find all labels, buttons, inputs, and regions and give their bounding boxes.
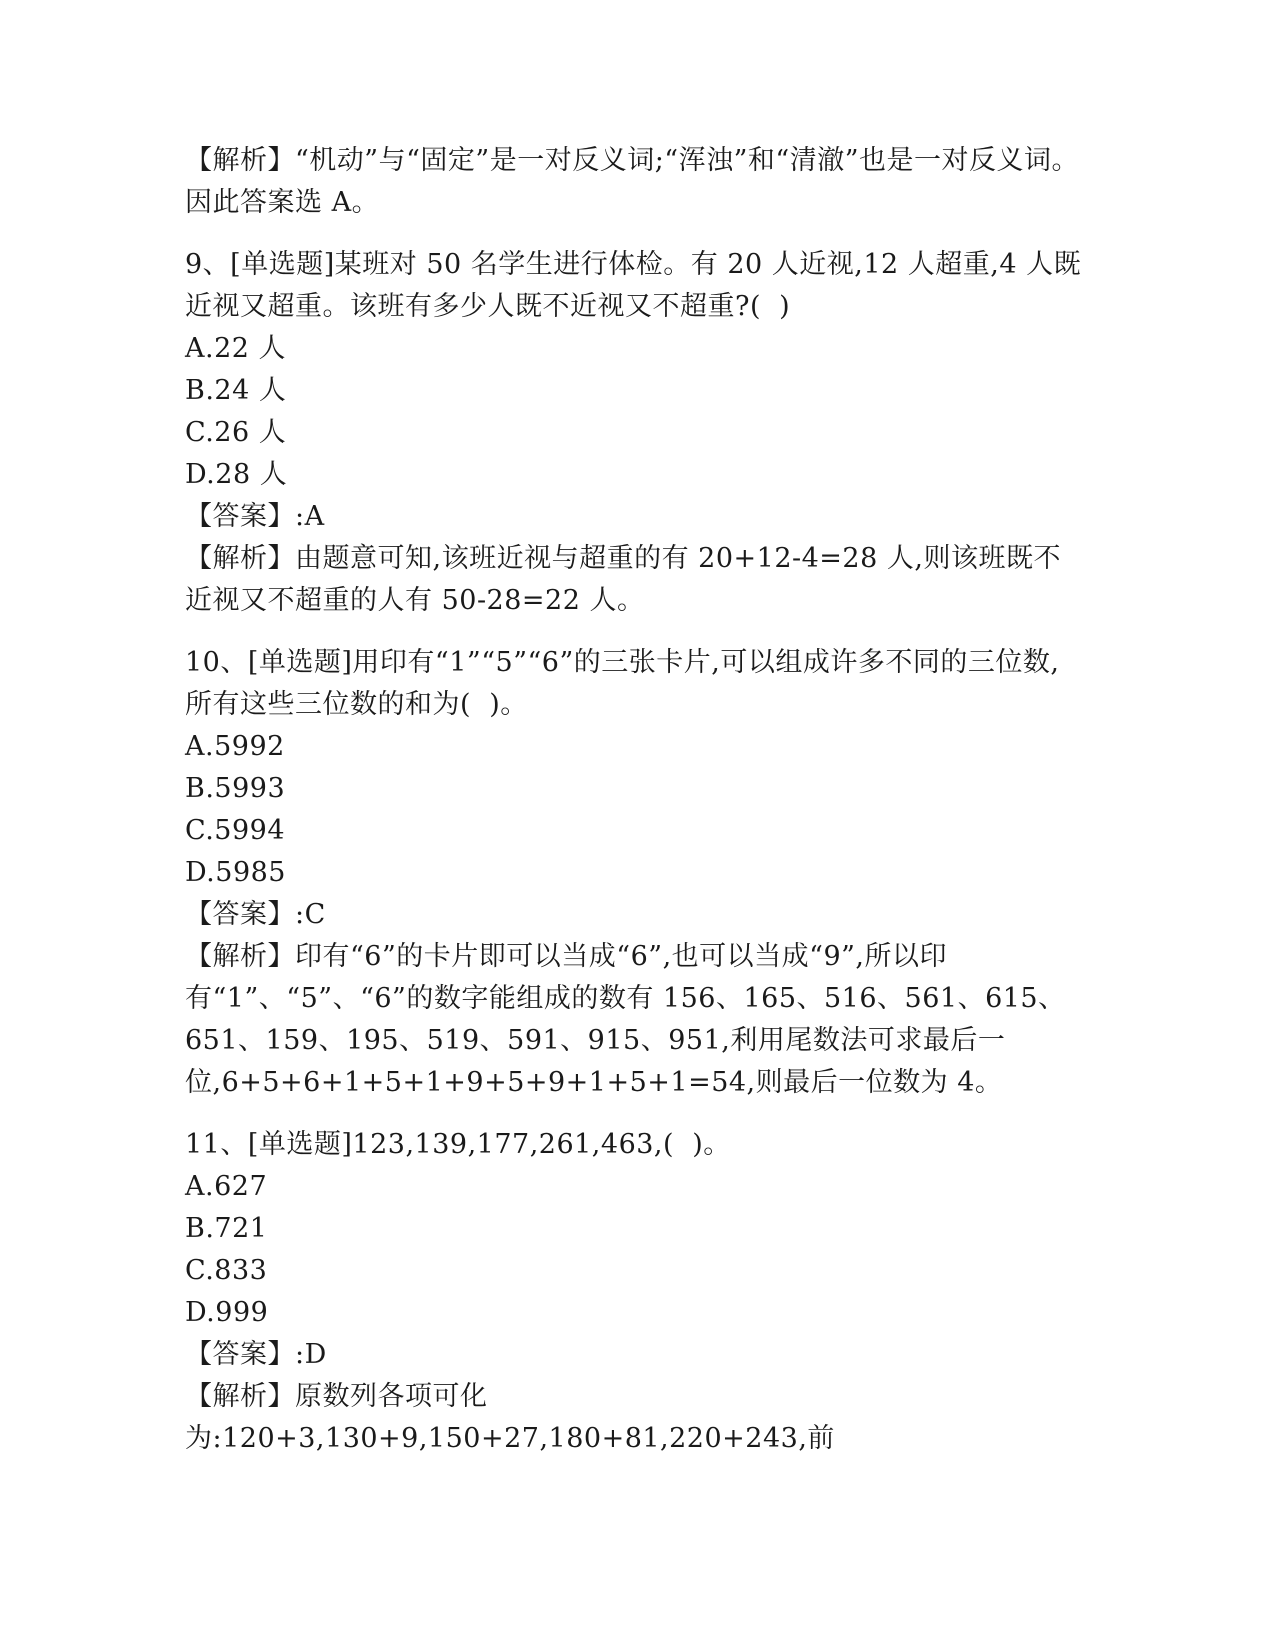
analysis-paragraph: [185, 936, 1085, 1104]
option-a: A.5992: [185, 731, 285, 762]
answer-value: :C: [295, 899, 326, 930]
answer-label: 【答案】: [185, 899, 295, 930]
analysis-text: 由题意可知,该班近视与超重的有 20+12-4=28 人,则该班既不近视又不超重的人有 50-28=22 人。: [185, 543, 1061, 616]
option-d: D.5985: [185, 857, 286, 888]
question-stem: 11、[单选题]123,139,177,261,463,( )。: [185, 1129, 731, 1160]
question-block: [185, 244, 1085, 622]
option-b: B.24 人: [185, 375, 287, 406]
option-c: C.26 人: [185, 417, 287, 448]
analysis-text: “机动”与“固定”是一对反义词;“浑浊”和“清澈”也是一对反义词。因此答案选 A。: [185, 145, 1080, 218]
analysis-label: 【解析】: [185, 1381, 295, 1412]
answer-line: [185, 1334, 1085, 1376]
answer-line: [185, 496, 1085, 538]
answer-line: [185, 894, 1085, 936]
analysis-paragraph: [185, 140, 1085, 224]
answer-value: :A: [295, 501, 325, 532]
option-a: A.627: [185, 1171, 268, 1202]
analysis-text: 印有“6”的卡片即可以当成“6”,也可以当成“9”,所以印有“1”、“5”、“6”的数字能组成的数有 156、165、516、561、615、651、159、195、519、591、915、951,利用尾数法可求最后一位,6+5+6+1+5+1+9+5+9+1+5+1=54,则最后一位数为 4。: [185, 941, 1066, 1098]
option-d: D.999: [185, 1297, 269, 1328]
option-a: A.22 人: [185, 333, 287, 364]
analysis-label: 【解析】: [185, 941, 295, 972]
option-d: D.28 人: [185, 459, 288, 490]
question-block: [185, 1124, 1085, 1460]
document-page: [185, 140, 1085, 1460]
analysis-paragraph: [185, 538, 1085, 622]
analysis-label: 【解析】: [185, 145, 295, 176]
answer-label: 【答案】: [185, 1339, 295, 1370]
option-b: B.721: [185, 1213, 268, 1244]
question-stem: 9、[单选题]某班对 50 名学生进行体检。有 20 人近视,12 人超重,4 人既近视又超重。该班有多少人既不近视又不超重?( ): [185, 249, 1082, 322]
analysis-label: 【解析】: [185, 543, 295, 574]
analysis-paragraph: [185, 1376, 1085, 1460]
answer-value: :D: [295, 1339, 327, 1370]
analysis-text: 原数列各项可化为:120+3,130+9,150+27,180+81,220+243,前: [185, 1381, 835, 1454]
question-block: [185, 642, 1085, 1104]
option-c: C.5994: [185, 815, 285, 846]
question-stem: 10、[单选题]用印有“1”“5”“6”的三张卡片,可以组成许多不同的三位数,所有这些三位数的和为( )。: [185, 647, 1060, 720]
option-c: C.833: [185, 1255, 268, 1286]
option-b: B.5993: [185, 773, 286, 804]
answer-label: 【答案】: [185, 501, 295, 532]
